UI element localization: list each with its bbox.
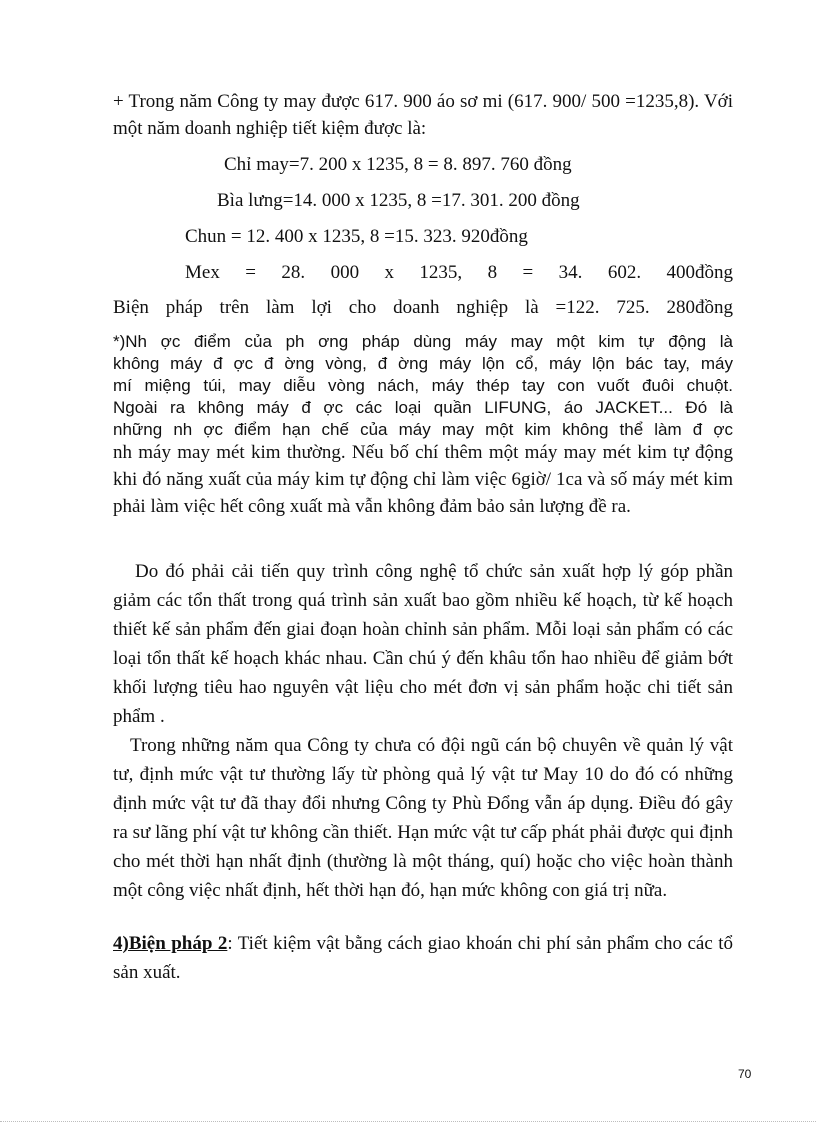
disadvantage-line: *)Nh ợc điểm của ph ơng pháp dùng máy may một kim tự động là (113, 332, 733, 351)
measure-2-heading: 4)Biện pháp 2 (113, 933, 228, 954)
calc-chun: Chun = 12. 400 x 1235, 8 =15. 323. 920đồng (185, 226, 528, 247)
calc-mex: Mex = 28. 000 x 1235, 8 = 34. 602. 400đồng (185, 262, 733, 283)
paragraph-process-improvement: Do đó phải cải tiến quy trình công nghệ tổ chức sản xuất hợp lý góp phần giảm các tổn thất trong quá trình sản xuất bao gồm nhiều kế hoạch, từ kế hoạch thiết kế sản phẩm đến giai đoạn hoàn chỉnh sản phẩm. Mỗi loại sản phẩm có các loại tổn thất kế hoạch khác nhau. Cần chú ý đến khâu tổn hao nhiều để giảm bớt khối lượng tiêu hao nguyên vật liệu cho mét đơn vị sản phẩm hoặc chi tiết sản phẩm . (113, 561, 733, 727)
paragraph-annual-production: + Trong năm Công ty may được 617. 900 áo sơ mi (617. 900/ 500 =1235,8). Với một năm doanh nghiệp tiết kiệm được là: (113, 91, 733, 139)
summary-savings-line: Biện pháp trên làm lợi cho doanh nghiệp là =122. 725. 280đồng (113, 297, 733, 318)
disadvantage-line: không máy đ ợc đ ờng vòng, đ ờng máy lộn cổ, máy lộn bác tay, máy (113, 354, 733, 373)
calc-bia-lung: Bìa lưng=14. 000 x 1235, 8 =17. 301. 200 đồng (217, 190, 580, 211)
paragraph-material-management: Trong những năm qua Công ty chưa có đội ngũ cán bộ chuyên về quản lý vật tư, định mức vật tư thường lấy từ phòng quả lý vật tư May 10 do đó có những định mức vật tư đã thay đổi nhưng Công ty Phù Đổng vẫn áp dụng. Điều đó gây ra sư lãng phí vật tư không cần thiết. Hạn mức vật tư cấp phát phải được qui định cho mét thời hạn nhất định (thường là một tháng, quí) hoặc cho việc hoàn thành một công việc nhất định, hết thời hạn đó, hạn mức không con giá trị nữa. (113, 735, 733, 901)
disadvantage-line: mí miệng túi, may diễu vòng nách, máy thép tay con vuốt đuôi chuột. (113, 376, 733, 395)
page-bottom-divider (0, 1121, 816, 1122)
disadvantage-continuation: nh máy may mét kim thường. Nếu bố chí thêm một máy may mét kim tự động khi đó năng xuất của máy kim tự động chỉ làm việc 6giờ/ 1ca và số máy mét kim phải làm việc hết công xuất mà vẫn không đảm bảo sản lượng đề ra. (113, 442, 733, 517)
page-number: 70 (738, 1067, 752, 1081)
disadvantage-line: những nh ợc điểm hạn chế của máy may một kim không thể làm đ ợc (113, 420, 733, 439)
calc-chi-may: Chỉ may=7. 200 x 1235, 8 = 8. 897. 760 đồng (224, 154, 572, 175)
measure-2-text: : Tiết kiệm vật bằng cách giao khoán chi phí sản phẩm cho các tổ sản xuất. (113, 933, 733, 983)
measure-2-paragraph (113, 929, 733, 987)
disadvantage-line: Ngoài ra không máy đ ợc các loại quần LIFUNG, áo JACKET... Đó là (113, 398, 733, 417)
